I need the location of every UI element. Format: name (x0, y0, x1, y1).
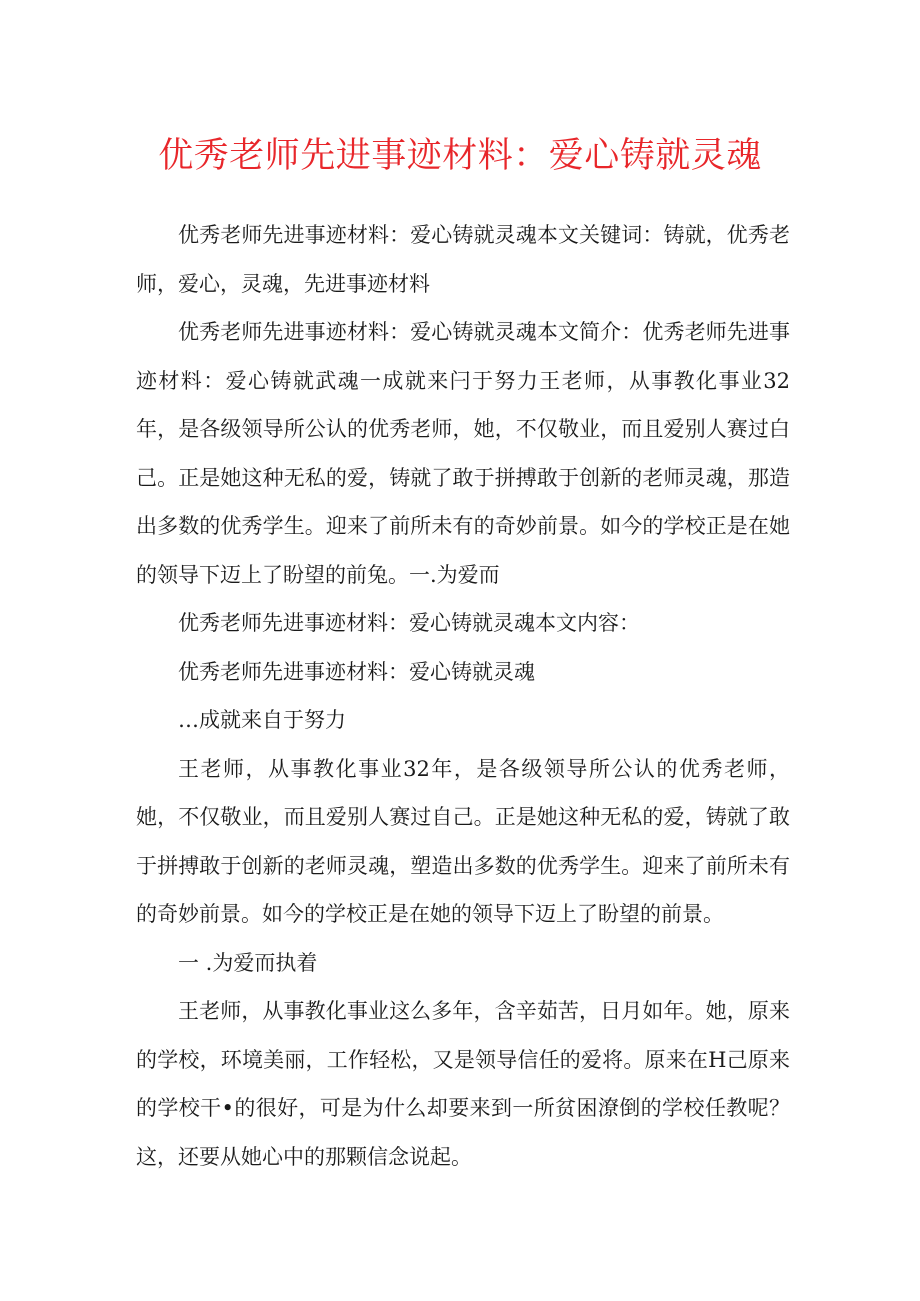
paragraph-keywords: 优秀老师先进事迹材料：爱心铸就灵魂本文关键词：铸就，优秀老师，爱心，灵魂，先进事迹材料 (136, 223, 790, 296)
paragraph-body-1: 王老师，从事教化事业32年，是各级领导所公认的优秀老师，她，不仅敬业，而且爱别人赛过自己。正是她这种无私的爱，铸就了敢于拼搏敢于创新的老师灵魂，塑造出多数的优秀学生。迎来了前所未有的奇妙前景。如今的学校正是在她的领导下迈上了盼望的前景。 (136, 756, 790, 926)
document-body (136, 211, 790, 1181)
document-title: 优秀老师先进事迹材料：爱心铸就灵魂 (158, 136, 762, 176)
paragraph-subtitle: 优秀老师先进事迹材料：爱心铸就灵魂 (178, 659, 535, 684)
paragraph-summary: 优秀老师先进事迹材料：爱心铸就灵魂本文简介：优秀老师先进事迹材料：爱心铸就武魂一成就来闩于努力王老师，从事教化事业32年，是各级领导所公认的优秀老师，她，不仅敬业，而且爱别人赛过白己。正是她这种无私的爱，铸就了敢于拼搏敢于创新的老师灵魂，那造出多数的优秀学生。迎来了前所未有的奇妙前景。如今的学校正是在她的领导下迈上了盼望的前兔。一.为爱而 (136, 320, 790, 587)
paragraph-body-2: 王老师，从事教化事业这么多年，含辛茹苦，日月如年。她，原来的学校，环境美丽，工作轻松，又是领导信任的爱将。原来在H己原来的学校干•的很好，可是为什么却要来到一所贫困潦倒的学校任教呢？这，还要从她心中的那颗信念说起。 (136, 999, 790, 1169)
paragraph-content-heading: 优秀老师先进事迹材料：爱心铸就灵魂本文内容： (178, 611, 640, 635)
paragraph-section-heading-2: 一 .为爱而执着 (178, 950, 318, 975)
paragraph-section-heading: …成就来自于努力 (178, 708, 346, 732)
